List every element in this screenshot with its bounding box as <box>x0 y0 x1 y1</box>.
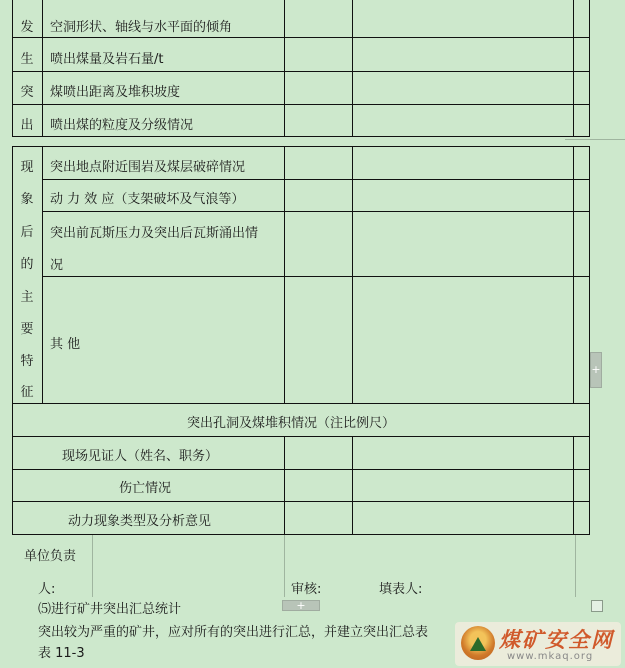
row-label: 煤喷出距离及堆积坡度 <box>50 85 181 100</box>
side-label-char: 主 <box>20 290 34 305</box>
wide-row-label: 突出孔洞及煤堆积情况（注比例尺） <box>187 416 396 431</box>
info-row-label: 伤亡情况 <box>119 481 172 496</box>
info-row-label: 动力现象类型及分析意见 <box>68 514 212 529</box>
add-row-handle[interactable]: + <box>282 600 320 611</box>
side-label-char: 出 <box>20 118 34 133</box>
side-label-char: 特 <box>20 354 34 369</box>
watermark-url: www.mkaq.org <box>507 651 594 662</box>
filler-label: 填表人: <box>379 582 423 597</box>
table-reference: 表 11-3 <box>38 646 85 661</box>
body-paragraph: 突出较为严重的矿井，应对所有的突出进行汇总，并建立突出汇总表 <box>38 625 429 640</box>
reviewer-label: 审核: <box>291 582 322 597</box>
row-label: 空洞形状、轴线与水平面的倾角 <box>50 20 233 35</box>
unit-head-label: 人: <box>38 582 56 597</box>
page-resize-icon[interactable] <box>591 600 603 612</box>
mountain-logo-icon <box>461 626 495 660</box>
watermark-title: 煤矿安全网 <box>499 628 614 652</box>
section-heading: ⑸进行矿井突出汇总统计 <box>38 602 182 617</box>
site-watermark <box>455 622 621 666</box>
row-label: 况 <box>50 258 64 273</box>
add-column-handle[interactable]: + <box>590 352 602 388</box>
page-break <box>565 139 625 140</box>
side-label-char: 现 <box>20 160 34 175</box>
row-label: 动 力 效 应（支架破坏及气浪等） <box>50 192 245 207</box>
unit-head-label: 单位负责 <box>24 549 77 564</box>
side-label-char: 突 <box>20 85 34 100</box>
side-label-char: 后 <box>20 225 34 240</box>
side-label-char: 的 <box>20 257 34 272</box>
side-label-char: 象 <box>20 192 34 207</box>
row-label: 突出前瓦斯压力及突出后瓦斯涌出情 <box>50 226 259 241</box>
row-label: 突出地点附近围岩及煤层破碎情况 <box>50 160 246 175</box>
side-label-char: 要 <box>20 322 34 337</box>
row-label: 其 他 <box>50 337 81 352</box>
row-label: 喷出煤量及岩石量/t <box>50 52 164 67</box>
row-label: 喷出煤的粒度及分级情况 <box>50 118 194 133</box>
info-row-label: 现场见证人（姓名、职务） <box>62 449 219 464</box>
side-label-char: 生 <box>20 52 34 67</box>
side-label-char: 发 <box>20 20 34 35</box>
side-label-char: 征 <box>20 385 34 400</box>
